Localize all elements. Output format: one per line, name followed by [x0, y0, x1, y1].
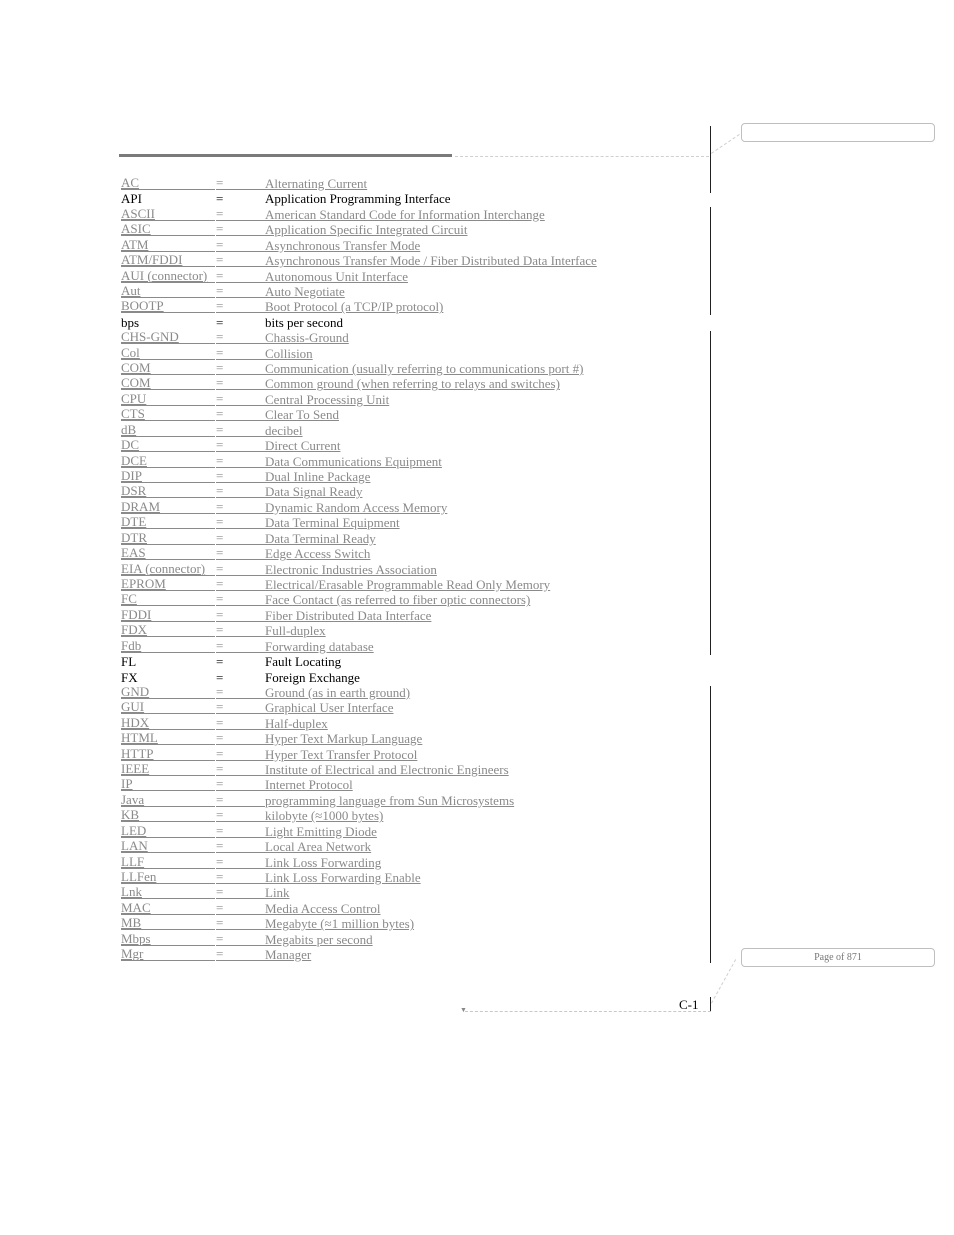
- glossary-row: [120, 299, 720, 314]
- glossary-abbreviation: DC: [121, 438, 215, 452]
- glossary-definition: Half-duplex: [265, 715, 328, 731]
- glossary-definition: Edge Access Switch: [265, 546, 371, 562]
- glossary-definition: Face Contact (as referred to fiber optic connectors): [265, 592, 531, 608]
- glossary-row: [120, 747, 720, 762]
- glossary-definition: programming language from Sun Microsystems: [265, 792, 515, 808]
- glossary-equals: =: [216, 500, 265, 514]
- glossary-definition: Central Processing Unit: [265, 391, 390, 407]
- glossary-definition: Clear To Send: [265, 407, 339, 423]
- glossary-definition: Auto Negotiate: [265, 283, 345, 299]
- glossary-abbreviation: EAS: [121, 546, 215, 560]
- glossary-abbreviation: Lnk: [121, 885, 215, 899]
- glossary-abbreviation: AUI (connector): [121, 269, 215, 283]
- glossary-abbreviation: GUI: [121, 700, 215, 714]
- glossary-abbreviation: ATM/FDDI: [121, 253, 215, 267]
- glossary-definition: Manager: [265, 947, 312, 963]
- glossary-equals: =: [216, 623, 265, 637]
- glossary-equals: =: [216, 176, 265, 190]
- margin-comment-box-bottom: Page of 871: [741, 948, 935, 967]
- glossary-row: [120, 793, 720, 808]
- glossary-abbreviation: DCE: [121, 454, 215, 468]
- glossary-definition: Hyper Text Transfer Protocol: [265, 746, 418, 762]
- glossary-equals: =: [216, 592, 265, 606]
- glossary-abbreviation: BOOTP: [121, 299, 215, 313]
- glossary-equals: =: [216, 685, 265, 699]
- glossary-definition: Direct Current: [265, 438, 341, 454]
- glossary-definition: Link Loss Forwarding Enable: [265, 869, 421, 885]
- glossary-equals: =: [216, 700, 265, 714]
- glossary-abbreviation: CPU: [121, 392, 215, 406]
- glossary-row: [120, 191, 720, 206]
- glossary-equals: =: [216, 808, 265, 822]
- glossary-row: [120, 176, 720, 191]
- glossary-equals: =: [216, 608, 265, 622]
- glossary-row: [120, 376, 720, 391]
- glossary-equals: =: [216, 269, 265, 283]
- glossary-abbreviation: AC: [121, 176, 215, 190]
- glossary-row: [120, 870, 720, 885]
- glossary-equals: =: [216, 947, 265, 961]
- glossary-abbreviation: FDDI: [121, 608, 215, 622]
- glossary-definition: Link: [265, 885, 290, 901]
- glossary-equals: =: [216, 253, 265, 267]
- change-bar: [710, 997, 711, 1011]
- glossary-abbreviation: MAC: [121, 901, 215, 915]
- glossary-definition: Application Programming Interface: [265, 191, 451, 207]
- glossary-definition: kilobyte (≈1000 bytes): [265, 808, 384, 824]
- glossary-abbreviation: EPROM: [121, 577, 215, 591]
- glossary-row: [120, 315, 720, 330]
- glossary-row: [120, 839, 720, 854]
- glossary-definition: Chassis-Ground: [265, 330, 349, 346]
- glossary-definition: Foreign Exchange: [265, 669, 360, 685]
- glossary-row: [120, 670, 720, 685]
- glossary-equals: =: [216, 716, 265, 730]
- glossary-abbreviation: Aut: [121, 284, 215, 298]
- glossary-definition: Megabits per second: [265, 931, 373, 947]
- glossary-equals: =: [216, 299, 265, 313]
- glossary-abbreviation: FDX: [121, 623, 215, 637]
- glossary-abbreviation: COM: [121, 376, 215, 390]
- header-rule: [119, 154, 452, 157]
- glossary-abbreviation: ATM: [121, 238, 215, 252]
- glossary-equals: =: [216, 438, 265, 452]
- glossary-row: [120, 731, 720, 746]
- glossary-equals: =: [216, 531, 265, 545]
- glossary-row: [120, 253, 720, 268]
- margin-comment-box-top: [741, 123, 935, 142]
- glossary-abbreviation: ASIC: [121, 222, 215, 236]
- glossary-equals: =: [216, 577, 265, 591]
- glossary-equals: =: [216, 238, 265, 252]
- glossary-definition: American Standard Code for Information Interchange: [265, 206, 545, 222]
- glossary-row: [120, 562, 720, 577]
- glossary-equals: =: [216, 562, 265, 576]
- glossary-row: [120, 269, 720, 284]
- glossary-definition: Data Signal Ready: [265, 484, 363, 500]
- glossary-abbreviation: Mgr: [121, 947, 215, 961]
- page-number: C-1: [679, 997, 699, 1012]
- glossary-definition: Data Communications Equipment: [265, 453, 442, 469]
- glossary-abbreviation: HTML: [121, 731, 215, 745]
- glossary-row: [120, 284, 720, 299]
- glossary-equals: =: [216, 731, 265, 745]
- glossary-row: [120, 623, 720, 638]
- glossary-equals: =: [216, 546, 265, 560]
- glossary-definition: Alternating Current: [265, 176, 368, 191]
- comment-connector-bottom: [711, 959, 736, 1003]
- glossary-definition: Fiber Distributed Data Interface: [265, 607, 432, 623]
- glossary-equals: =: [216, 654, 224, 670]
- glossary-equals: =: [216, 314, 224, 330]
- glossary-row: [120, 762, 720, 777]
- glossary-row: [120, 346, 720, 361]
- glossary-equals: =: [216, 793, 265, 807]
- glossary-abbreviation: LLFen: [121, 870, 215, 884]
- glossary-row: [120, 531, 720, 546]
- glossary-abbreviation: GND: [121, 685, 215, 699]
- glossary-abbreviation: Col: [121, 346, 215, 360]
- glossary-definition: Electronic Industries Association: [265, 561, 437, 577]
- glossary-definition: Autonomous Unit Interface: [265, 268, 408, 284]
- glossary-abbreviation: ASCII: [121, 207, 215, 221]
- glossary-abbreviation: DIP: [121, 469, 215, 483]
- glossary-row: [120, 484, 720, 499]
- glossary-equals: =: [216, 932, 265, 946]
- glossary-row: [120, 361, 720, 376]
- glossary-equals: =: [216, 361, 265, 375]
- glossary-row: [120, 824, 720, 839]
- glossary-row: [120, 392, 720, 407]
- glossary-definition: Application Specific Integrated Circuit: [265, 222, 468, 238]
- glossary-definition: Asynchronous Transfer Mode: [265, 237, 421, 253]
- glossary-definition: Institute of Electrical and Electronic Engineers: [265, 762, 509, 778]
- glossary-row: [120, 592, 720, 607]
- glossary-row: [120, 454, 720, 469]
- glossary-abbreviation: FX: [121, 669, 138, 685]
- glossary-abbreviation: DSR: [121, 484, 215, 498]
- glossary-equals: =: [216, 747, 265, 761]
- glossary-abbreviation: LAN: [121, 839, 215, 853]
- glossary-equals: =: [216, 484, 265, 498]
- glossary-row: [120, 469, 720, 484]
- glossary-equals: =: [216, 855, 265, 869]
- glossary-definition: Local Area Network: [265, 839, 372, 855]
- glossary-definition: Ground (as in earth ground): [265, 684, 411, 700]
- glossary-row: [120, 207, 720, 222]
- glossary-row: [120, 716, 720, 731]
- glossary-abbreviation: MB: [121, 916, 215, 930]
- glossary-row: [120, 855, 720, 870]
- glossary-abbreviation: FL: [121, 654, 137, 670]
- glossary-equals: =: [216, 916, 265, 930]
- glossary-definition: Dual Inline Package: [265, 469, 371, 485]
- glossary-abbreviation: LED: [121, 824, 215, 838]
- glossary-definition: Electrical/Erasable Programmable Read Only Memory: [265, 576, 551, 592]
- glossary-abbreviation: Mbps: [121, 932, 215, 946]
- glossary-definition: decibel: [265, 422, 303, 438]
- glossary-definition: Communication (usually referring to communications port #): [265, 361, 584, 377]
- glossary-definition: Dynamic Random Access Memory: [265, 499, 448, 515]
- glossary-row: [120, 639, 720, 654]
- glossary-equals: =: [216, 376, 265, 390]
- glossary-row: [120, 685, 720, 700]
- glossary-abbreviation: API: [121, 191, 142, 207]
- glossary-row: [120, 546, 720, 561]
- glossary-row: [120, 777, 720, 792]
- glossary-row: [120, 407, 720, 422]
- glossary-abbreviation: DTR: [121, 531, 215, 545]
- glossary-abbreviation: COM: [121, 361, 215, 375]
- glossary-abbreviation: EIA (connector): [121, 562, 215, 576]
- glossary-equals: =: [216, 885, 265, 899]
- glossary-definition: Megabyte (≈1 million bytes): [265, 916, 415, 932]
- glossary-abbreviation: dB: [121, 423, 215, 437]
- glossary-equals: =: [216, 870, 265, 884]
- glossary-abbreviation: HDX: [121, 716, 215, 730]
- glossary-row: [120, 608, 720, 623]
- glossary-equals: =: [216, 901, 265, 915]
- glossary-equals: =: [216, 207, 265, 221]
- glossary-abbreviation: LLF: [121, 855, 215, 869]
- glossary-equals: =: [216, 824, 265, 838]
- glossary-abbreviation: DRAM: [121, 500, 215, 514]
- glossary-equals: =: [216, 762, 265, 776]
- glossary-row: [120, 330, 720, 345]
- footer-marker-icon: ▼: [460, 1006, 467, 1014]
- glossary-equals: =: [216, 191, 224, 207]
- glossary-equals: =: [216, 515, 265, 529]
- header-rule-dashed: [455, 156, 709, 157]
- glossary-abbreviation: KB: [121, 808, 215, 822]
- footer-rule-dashed: [465, 1011, 711, 1012]
- glossary-equals: =: [216, 777, 265, 791]
- glossary-definition: Link Loss Forwarding: [265, 854, 382, 870]
- glossary-definition: Light Emitting Diode: [265, 823, 377, 839]
- glossary-definition: Fault Locating: [265, 654, 342, 670]
- glossary-equals: =: [216, 669, 224, 685]
- glossary-abbreviation: IEEE: [121, 762, 215, 776]
- glossary-definition: Media Access Control: [265, 900, 381, 916]
- glossary-row: [120, 515, 720, 530]
- glossary-definition: Internet Protocol: [265, 777, 353, 793]
- glossary-row: [120, 932, 720, 947]
- glossary-abbreviation: FC: [121, 592, 215, 606]
- glossary-equals: =: [216, 454, 265, 468]
- glossary-definition: Collision: [265, 345, 313, 361]
- glossary-row: [120, 808, 720, 823]
- glossary-equals: =: [216, 407, 265, 421]
- glossary-equals: =: [216, 330, 265, 344]
- glossary-equals: =: [216, 839, 265, 853]
- glossary-row: [120, 654, 720, 669]
- glossary-row: [120, 238, 720, 253]
- glossary-definition: bits per second: [265, 314, 343, 330]
- glossary-definition: Boot Protocol (a TCP/IP protocol): [265, 299, 444, 315]
- glossary-equals: =: [216, 346, 265, 360]
- glossary-row: [120, 901, 720, 916]
- glossary-definition: Data Terminal Ready: [265, 530, 376, 546]
- glossary-abbreviation: HTTP: [121, 747, 215, 761]
- glossary-abbreviation: CTS: [121, 407, 215, 421]
- glossary-equals: =: [216, 639, 265, 653]
- glossary-equals: =: [216, 222, 265, 236]
- glossary-equals: =: [216, 469, 265, 483]
- glossary-definition: Data Terminal Equipment: [265, 515, 400, 531]
- glossary-equals: =: [216, 284, 265, 298]
- glossary-definition: Hyper Text Markup Language: [265, 731, 423, 747]
- glossary-equals: =: [216, 423, 265, 437]
- glossary-row: [120, 577, 720, 592]
- comment-connector-top: [711, 134, 740, 154]
- glossary-abbreviation: Java: [121, 793, 215, 807]
- glossary-abbreviation: IP: [121, 777, 215, 791]
- glossary-row: [120, 500, 720, 515]
- glossary-abbreviation: DTE: [121, 515, 215, 529]
- glossary-definition: Full-duplex: [265, 623, 326, 639]
- glossary-abbreviation: CHS-GND: [121, 330, 215, 344]
- glossary-abbreviation: Fdb: [121, 639, 215, 653]
- glossary-row: [120, 423, 720, 438]
- glossary-abbreviation: bps: [121, 314, 140, 330]
- glossary-definition: Asynchronous Transfer Mode / Fiber Distributed Data Interface: [265, 253, 597, 269]
- glossary-row: [120, 222, 720, 237]
- glossary-row: [120, 947, 720, 962]
- glossary-row: [120, 916, 720, 931]
- glossary-definition: Common ground (when referring to relays and switches): [265, 376, 560, 392]
- glossary-row: [120, 438, 720, 453]
- glossary-row: [120, 700, 720, 715]
- glossary-row: [120, 885, 720, 900]
- glossary-definition: Forwarding database: [265, 638, 374, 654]
- abbreviation-glossary: [120, 176, 720, 963]
- glossary-equals: =: [216, 392, 265, 406]
- glossary-definition: Graphical User Interface: [265, 700, 394, 716]
